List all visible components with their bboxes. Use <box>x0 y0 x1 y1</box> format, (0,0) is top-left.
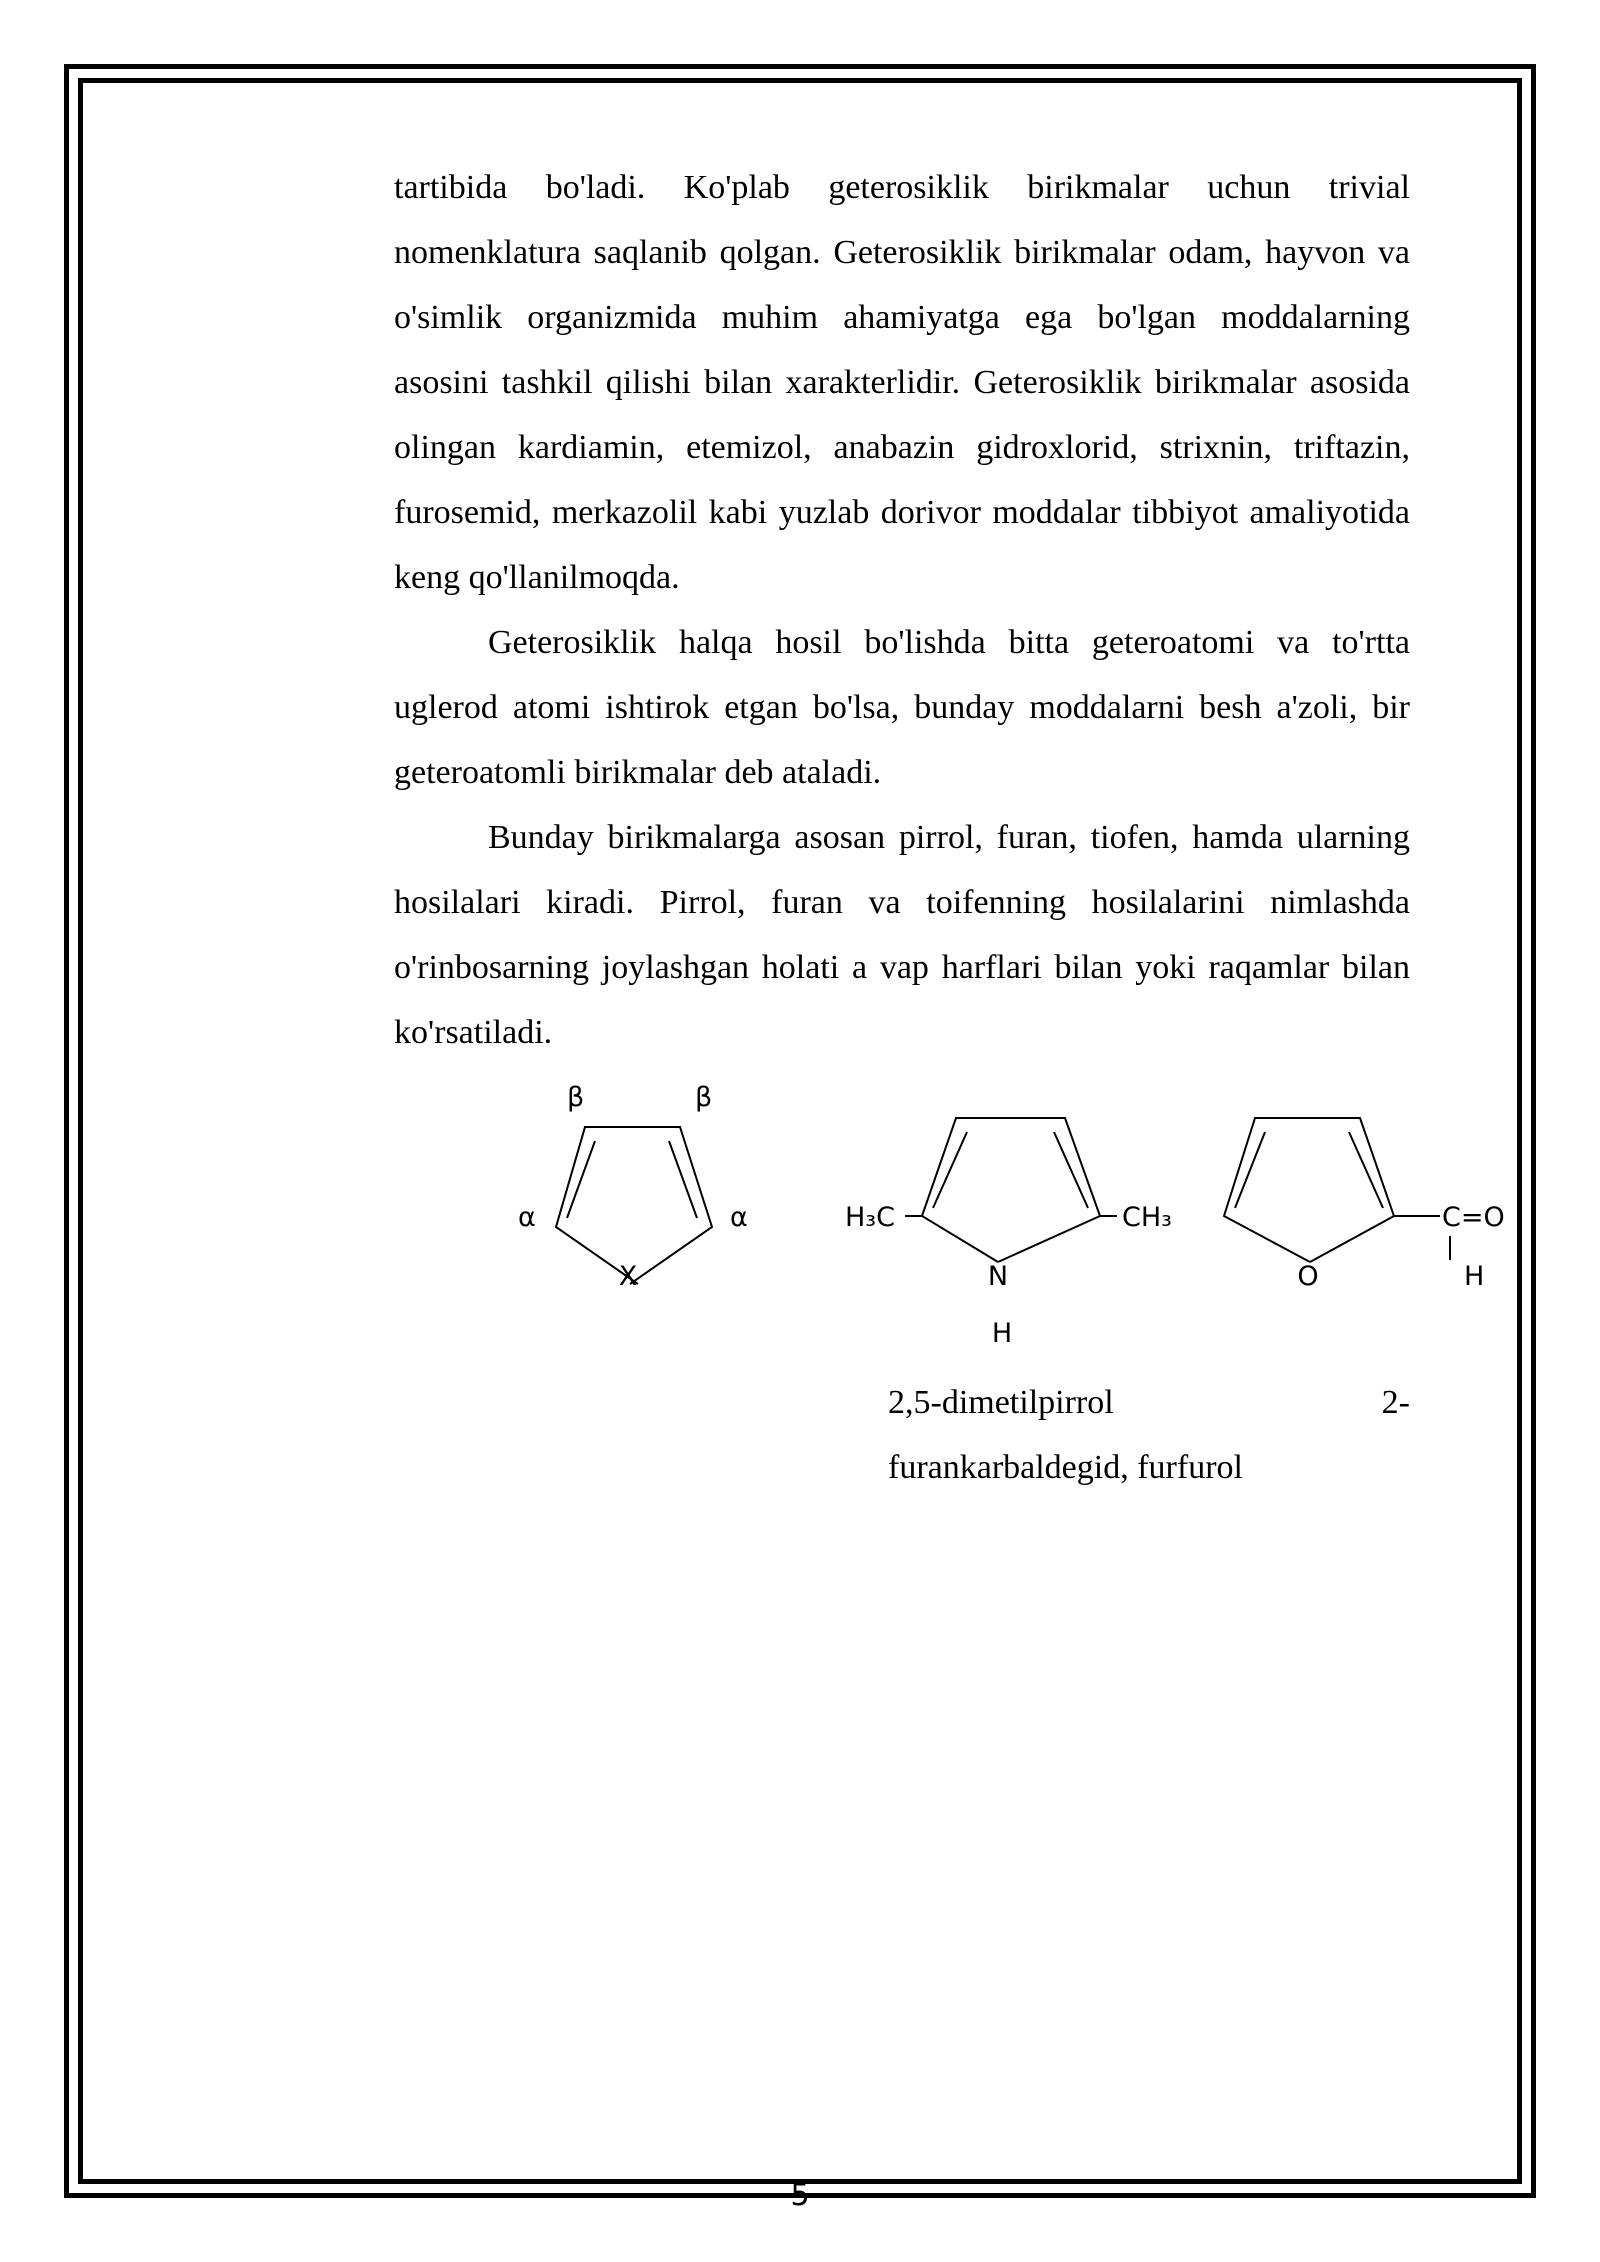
furfural-aldehyde: C=O <box>1442 1202 1505 1233</box>
dimethylpyrrole-nitrogen: N <box>987 1261 1009 1292</box>
page-number: 5 <box>790 2178 810 2213</box>
generic-beta-right: β <box>695 1082 713 1113</box>
paragraph-3: Bunday birikmalarga asosan pirrol, furan, tiofen, hamda ularning hosilalari kiradi. Pirrol, furan va toifenning hosilalarini nimlashda o'rinbosarning joylashgan holati a vap harflari bilan yoki raqamlar bilan ko'rsatiladi. <box>394 819 1410 1051</box>
body-text <box>394 155 1410 1065</box>
furfural-oxygen: O <box>1297 1261 1319 1292</box>
dimethylpyrrole-nh-hydrogen: H <box>991 1318 1013 1349</box>
dimethylpyrrole-left-group: H₃C <box>845 1202 895 1233</box>
generic-alpha-left: α <box>518 1202 536 1233</box>
structure-caption <box>888 1370 1410 1500</box>
furfural-aldehyde-h: H <box>1464 1261 1485 1292</box>
generic-heteroatom: X <box>618 1261 638 1292</box>
caption-dimethylpyrrole: 2,5-dimetilpirrol <box>888 1384 1114 1421</box>
generic-beta-left: β <box>567 1082 585 1113</box>
caption-furfural-prefix: 2- <box>1381 1384 1410 1421</box>
caption-furfural: furankarbaldegid, furfurol <box>888 1449 1243 1486</box>
paragraph-2: Geterosiklik halqa hosil bo'lishda bitta geteroatomi va to'rtta uglerod atomi ishtirok etgan bo'lsa, bunday moddalarni besh a'zoli, bir geteroatomli birikmalar deb ataladi. <box>394 624 1410 791</box>
generic-alpha-right: α <box>730 1202 748 1233</box>
dimethylpyrrole-right-group: CH₃ <box>1122 1202 1172 1233</box>
paragraph-1: tartibida bo'ladi. Ko'plab geterosiklik birikmalar uchun trivial nomenklatura saqlanib qolgan. Geterosiklik birikmalar odam, hayvon va o'simlik organizmida muhim ahamiyatga ega bo'lgan moddalarning asosini tashkil qilishi bilan xarakterlidir. Geterosiklik birikmalar asosida olingan kardiamin, etemizol, anabazin gidroxlorid, strixnin, triftazin, furosemid, merkazolil kabi yuzlab dorivor moddalar tibbiyot amaliyotida keng qo'llanilmoqda. <box>394 169 1410 596</box>
